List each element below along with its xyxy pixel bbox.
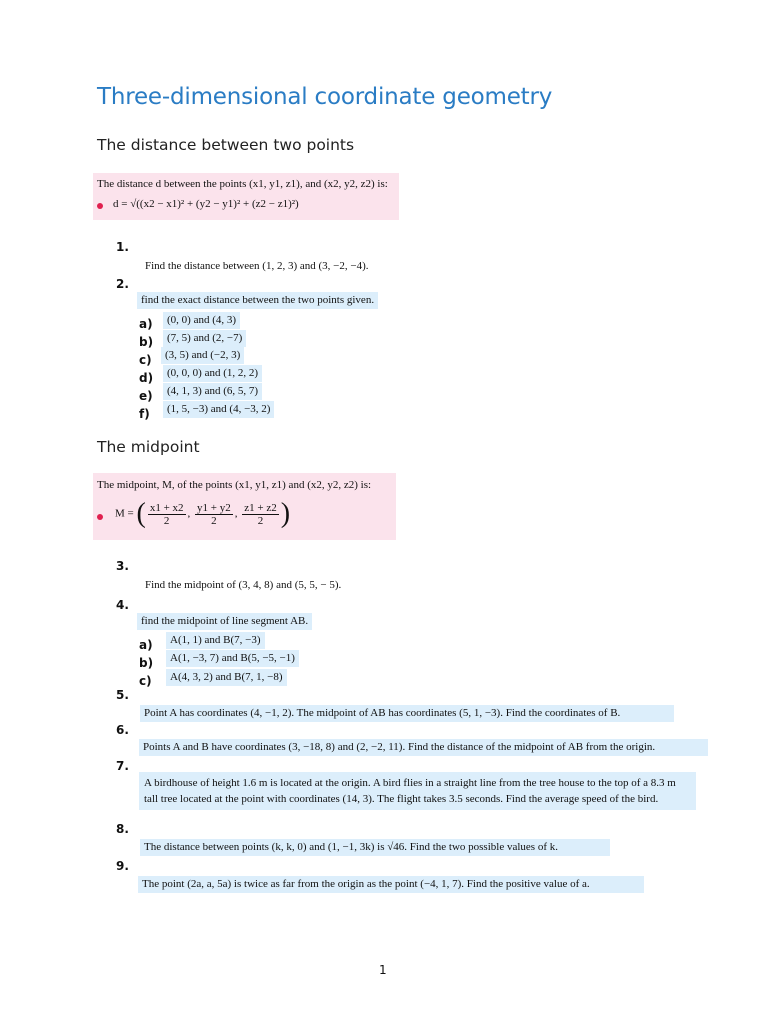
page-title: Three-dimensional coordinate geometry <box>97 84 553 110</box>
question-number: 6. <box>116 723 129 737</box>
midpoint-box-text: The midpoint, M, of the points (x1, y1, z1) and (x2, y2, z2) is: <box>97 479 372 491</box>
question-text: Find the distance between (1, 2, 3) and (3, −2, −4). <box>145 260 369 272</box>
section-heading-midpoint: The midpoint <box>97 438 200 456</box>
question-text: Point A has coordinates (4, −1, 2). The midpoint of AB has coordinates (5, 1, −3). Find the coordinates of B. <box>140 705 674 722</box>
question-text: The point (2a, a, 5a) is twice as far from the origin as the point (−4, 1, 7). Find the positive value of a. <box>138 876 644 893</box>
part-text: A(1, −3, 7) and B(5, −5, −1) <box>166 650 299 667</box>
question-text: Points A and B have coordinates (3, −18, 8) and (2, −2, 11). Find the distance of the midpoint of AB from the origin. <box>139 739 708 756</box>
distance-formula: d = √((x2 − x1)² + (y2 − y1)² + (z2 − z1)²) <box>113 198 299 210</box>
question-number: 8. <box>116 822 129 836</box>
question-number: 1. <box>116 240 129 254</box>
part-text: (7, 5) and (2, −7) <box>163 330 246 347</box>
fraction-x <box>148 502 186 527</box>
part-letter: a) <box>139 638 153 652</box>
part-text: A(4, 3, 2) and B(7, 1, −8) <box>166 669 287 686</box>
part-letter: a) <box>139 317 153 331</box>
question-number: 5. <box>116 688 129 702</box>
fraction-numerator: y1 + y2 <box>197 501 231 514</box>
distance-box-text: The distance d between the points (x1, y1, z1), and (x2, y2, z2) is: <box>97 178 388 190</box>
fraction-denominator: 2 <box>163 514 170 527</box>
part-text: (0, 0, 0) and (1, 2, 2) <box>163 365 262 382</box>
part-letter: f) <box>139 407 150 421</box>
part-letter: b) <box>139 656 154 670</box>
section-heading-distance: The distance between two points <box>97 136 355 154</box>
distance-formula-box <box>93 173 399 220</box>
left-paren: ( <box>136 498 146 529</box>
midpoint-formula-lhs: M = <box>115 507 134 520</box>
part-letter: b) <box>139 335 154 349</box>
fraction-z <box>242 502 278 527</box>
fraction-denominator: 2 <box>211 514 217 527</box>
question-number: 2. <box>116 277 129 291</box>
question-text: find the exact distance between the two points given. <box>137 292 378 309</box>
question-number: 4. <box>116 598 129 612</box>
question-text: The distance between points (k, k, 0) and (1, −1, 3k) is √46. Find the two possible values of k. <box>140 839 610 856</box>
part-text: (1, 5, −3) and (4, −3, 2) <box>163 401 274 418</box>
midpoint-formula: M = ( $\frac{x1 + x2}{2}$ , $\frac{y1 + y2}{2}$ , $\frac{z1 + z2}{2}$ ) <box>115 498 291 529</box>
bullet-icon <box>97 514 103 520</box>
midpoint-formula-box <box>93 473 396 540</box>
question-number: 7. <box>116 759 129 773</box>
part-letter: c) <box>139 353 152 367</box>
right-paren: ) <box>280 498 291 529</box>
part-letter: c) <box>139 674 152 688</box>
question-text: A birdhouse of height 1.6 m is located at the origin. A bird flies in a straight line from the tree house to the top of a 8.3 m tall tree located at the point with coordinates (14, 3). The flight takes 3.5 seconds. Find the average speed of the bird. <box>139 772 696 810</box>
question-text: find the midpoint of line segment AB. <box>137 613 312 630</box>
bullet-icon <box>97 203 103 209</box>
part-text: (4, 1, 3) and (6, 5, 7) <box>163 383 262 400</box>
part-text: (0, 0) and (4, 3) <box>163 312 240 329</box>
question-number: 9. <box>116 859 129 873</box>
part-letter: e) <box>139 389 153 403</box>
page-number: 1 <box>379 963 387 977</box>
part-text: (3, 5) and (−2, 3) <box>161 347 244 364</box>
part-text: A(1, 1) and B(7, −3) <box>166 632 265 649</box>
part-letter: d) <box>139 371 154 385</box>
fraction-numerator: z1 + z2 <box>244 501 277 514</box>
fraction-y <box>195 502 233 527</box>
question-text: Find the midpoint of (3, 4, 8) and (5, 5, − 5). <box>145 579 342 591</box>
fraction-numerator: x1 + x2 <box>149 501 184 514</box>
fraction-denominator: 2 <box>257 514 264 527</box>
question-number: 3. <box>116 559 129 573</box>
